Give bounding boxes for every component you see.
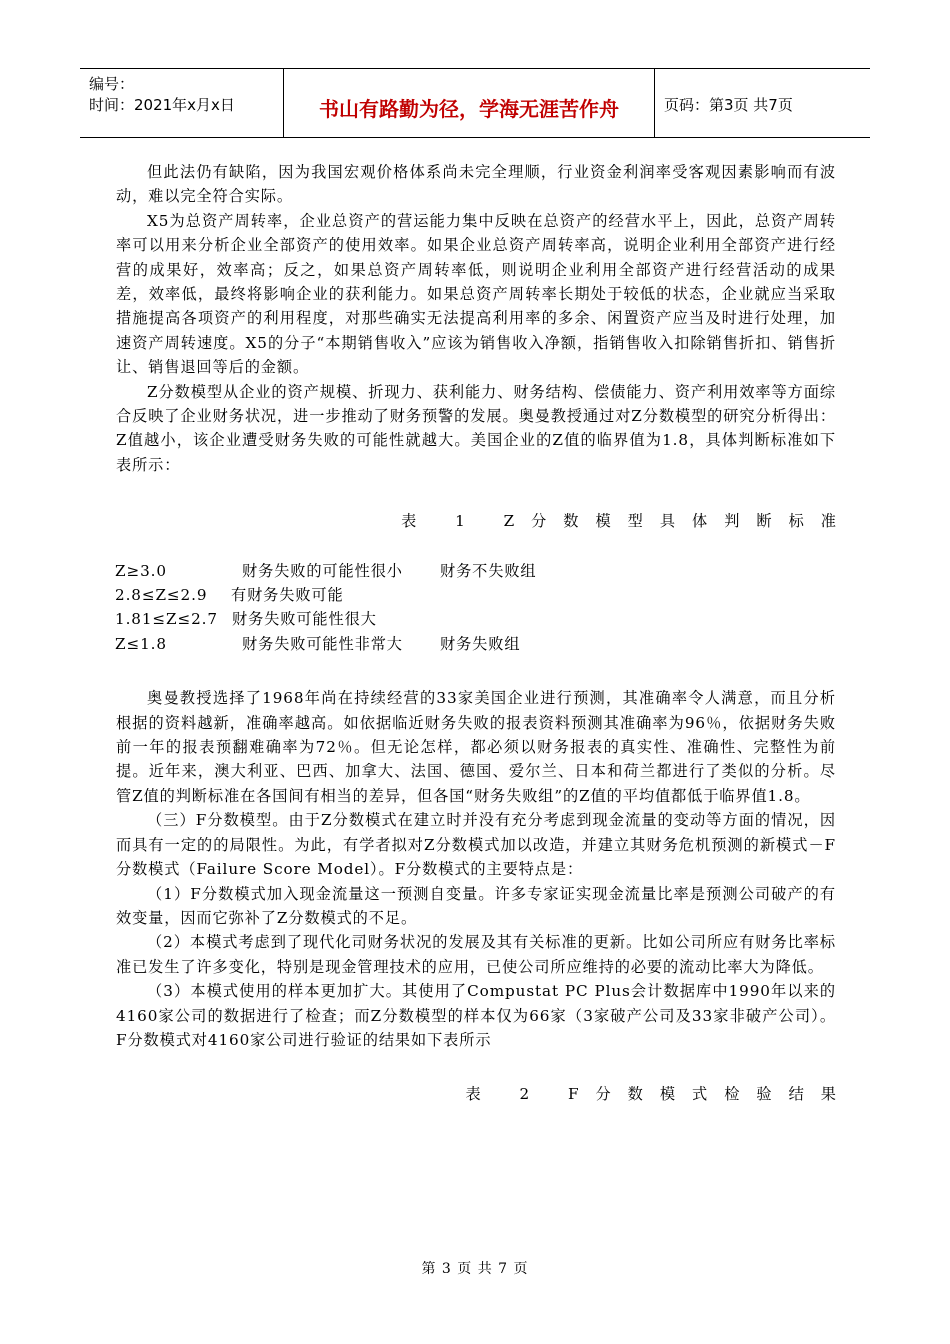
document-body — [115, 160, 853, 1107]
paragraph: （2）本模式考虑到了现代化司财务状况的发展及其有关标准的更新。比如公司所应有财务比率标准已发生了许多变化，特别是现金管理技术的应用，已使公司所应维持的必要的流动比率大为降低。 — [116, 933, 836, 976]
z-range: 2.8≤Z≤2.9 — [115, 586, 208, 605]
table-row — [115, 583, 836, 607]
page-header — [80, 68, 870, 138]
table-row — [115, 632, 836, 656]
document-date: 时间：2021年x月x日 — [89, 96, 235, 114]
header-info-cell — [80, 69, 284, 137]
table-2-caption: 表 2 F分数模式检验结果 — [465, 1085, 853, 1104]
z-description: 财务失败可能性很大 — [232, 610, 377, 629]
table-row — [115, 559, 836, 583]
paragraph: X5为总资产周转率，企业总资产的营运能力集中反映在总资产的经营水平上，因此，总资产周转率可以用来分析企业全部资产的使用效率。如果企业总资产周转率高，说明企业利用全部资产进行经营的成果好，效率高；反之，如果总资产周转率低，则说明企业利用全部资产进行经营活动的成果差，效率低，最终将影响企业的获利能力。如果总资产周转率长期处于较低的状态，企业就应当采取措施提高各项资产的利用程度，对那些确实无法提高利用率的多余、闲置资产应当及时进行处理，加速资产周转速度。X5的分子“本期销售收入”应该为销售收入净额，指销售收入扣除销售折扣、销售折让、销售退回等后的金额。 — [116, 211, 836, 377]
z-description: 财务失败可能性非常大 — [242, 634, 403, 653]
z-group: 财务失败组 — [440, 634, 521, 653]
z-description: 财务失败的可能性很小 — [242, 561, 403, 580]
paragraph: 但此法仍有缺陷，因为我国宏观价格体系尚未完全理顺，行业资金利润率受客观因素影响而有波动，难以完全符合实际。 — [116, 163, 836, 206]
header-page-number: 页码：第3页 共7页 — [664, 96, 793, 114]
table-row — [115, 607, 836, 631]
z-range: Z≤1.8 — [115, 634, 167, 653]
header-page-cell — [655, 69, 870, 137]
page-footer: 第 3 页 共 7 页 — [421, 1261, 529, 1277]
table-1-caption: 表 1 Z分数模型具体判断标准 — [401, 512, 853, 531]
z-range: 1.81≤Z≤2.7 — [115, 610, 218, 629]
header-motto-cell — [284, 69, 655, 137]
document-number: 编号： — [89, 75, 135, 93]
z-range: Z≥3.0 — [115, 561, 167, 580]
paragraph: Z分数模型从企业的资产规模、折现力、获利能力、财务结构、偿债能力、资产利用效率等方面综合反映了企业财务状况，进一步推动了财务预警的发展。奥曼教授通过对Z分数模型的研究分析得出：Z值越小，该企业遭受财务失败的可能性就越大。美国企业的Z值的临界值为1.8，具体判断标准如下表所示： — [116, 382, 836, 474]
z-group: 财务不失败组 — [440, 561, 537, 580]
paragraph: 奥曼教授选择了1968年尚在持续经营的33家美国企业进行预测，其准确率令人满意，而且分析根据的资料越新，准确率越高。如依据临近财务失败的报表资料预测其准确率为96％，依据财务失败前一年的报表预翻难确率为72％。但无论怎样，都必须以财务报表的真实性、准确性、完整性为前提。近年来，澳大利亚、巴西、加拿大、法国、德国、爱尔兰、日本和荷兰都进行了类似的分析。尽管Z值的判断标准在各国间有相当的差异，但各国“财务失败组”的Z值的平均值都低于临界值1.8。 — [116, 689, 836, 805]
paragraph: （3）本模式使用的样本更加扩大。其使用了Compustat PC Plus会计数据库中1990年以来的4160家公司的数据进行了检查；而Z分数模型的样本仅为66家（3家破产公司及33家非破产公司）。F分数模式对4160家公司进行验证的结果如下表所示 — [116, 982, 836, 1049]
header-motto: 书山有路勤为径，学海无涯苦作舟 — [319, 97, 619, 121]
table-1 — [116, 559, 836, 657]
z-description: 有财务失败可能 — [231, 586, 344, 605]
paragraph: （1）F分数模式加入现金流量这一预测自变量。许多专家证实现金流量比率是预测公司破产的有效变量，因而它弥补了Z分数模式的不足。 — [116, 884, 836, 927]
paragraph: （三）F分数模型。由于Z分数模式在建立时并没有充分考虑到现金流量的变动等方面的情况，因而具有一定的的局限性。为此，有学者拟对Z分数模式加以改造，并建立其财务危机预测的新模式－F分数模式（Failure Score Model）。F分数模式的主要特点是： — [116, 811, 836, 879]
